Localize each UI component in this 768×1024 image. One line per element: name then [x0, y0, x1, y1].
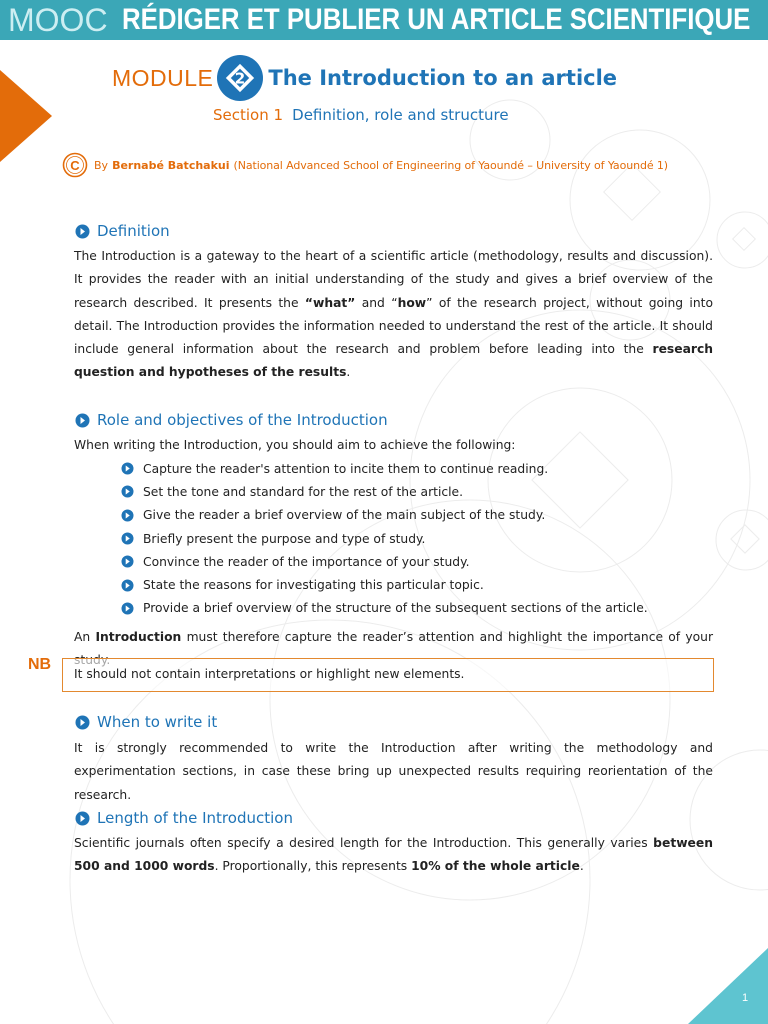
page-number: 1 — [742, 992, 749, 1004]
role-heading — [75, 411, 388, 429]
list-item — [121, 527, 648, 550]
role-intro: When writing the Introduction, you should aim to achieve the following: — [74, 438, 516, 452]
list-item — [121, 457, 648, 480]
circle-chevron-icon — [75, 715, 90, 730]
circle-chevron-icon — [121, 462, 134, 475]
role-heading-text: Role and objectives of the Introduction — [97, 411, 388, 429]
section-label: Section 1 — [213, 106, 284, 124]
role-summary-pre: An — [74, 630, 96, 644]
circle-chevron-icon — [121, 602, 134, 615]
orange-arrow-icon — [0, 70, 52, 162]
author-by: By — [94, 158, 109, 172]
definition-and: and “ — [355, 295, 398, 310]
definition-period: . — [346, 365, 351, 380]
definition-bold-end: research question and hypotheses of the results — [74, 342, 713, 380]
circle-chevron-icon — [121, 555, 134, 568]
definition-heading-text: Definition — [97, 222, 170, 240]
definition-what: “what” — [304, 295, 356, 310]
length-bold-1: between 500 and 1000 words — [74, 836, 713, 874]
list-item-text: Set the tone and standard for the rest of the article. — [143, 484, 464, 499]
length-heading — [75, 809, 293, 827]
list-item-text: Capture the reader's attention to incite them to continue reading. — [143, 461, 549, 476]
nb-box — [62, 658, 714, 692]
length-paragraph — [74, 832, 713, 879]
list-item — [121, 550, 648, 573]
definition-text-2: ” of the research project, without going into detail. The Introduction provides the information needed to understand the rest of the article. It should include general information about the research and problem before leading into the — [74, 295, 713, 357]
length-pre: Scientific journals often specify a desired length for the Introduction. This generally varies — [74, 836, 654, 850]
nb-text: It should not contain interpretations or highlight new elements. — [74, 667, 465, 681]
circle-chevron-icon — [75, 224, 90, 239]
when-heading — [75, 713, 217, 731]
circle-chevron-icon — [121, 485, 134, 498]
length-heading-text: Length of the Introduction — [97, 809, 293, 827]
list-item — [121, 480, 648, 503]
definition-paragraph — [74, 245, 713, 385]
list-item-text: State the reasons for investigating this particular topic. — [143, 578, 484, 593]
length-mid: . Proportionally, this represents — [214, 859, 412, 874]
role-summary-post: must therefore capture the reader’s attention and highlight the importance of your — [186, 630, 713, 644]
length-end: . — [579, 859, 584, 874]
circle-chevron-icon — [121, 532, 134, 545]
banner-mooc: MOOC — [8, 1, 108, 38]
module-number: 2 — [235, 69, 246, 88]
svg-text:C: C — [70, 158, 80, 173]
module-header — [112, 55, 617, 101]
when-heading-text: When to write it — [97, 713, 218, 731]
list-item — [121, 573, 648, 596]
copyright-icon — [62, 152, 88, 178]
module-title: The Introduction to an article — [268, 66, 618, 90]
banner-title: RÉDIGER ET PUBLIER UN ARTICLE SCIENTIFIQUE — [121, 3, 750, 36]
role-summary-bold: Introduction — [95, 630, 182, 644]
section-title: Definition, role and structure — [292, 106, 509, 124]
definition-text-1: The Introduction is a gateway to the heart of a scientific article (methodology, results and discussion). It provides the reader with an initial understanding of the study and gives a brief overview of the research described. It presents the — [74, 249, 713, 310]
circle-chevron-icon — [75, 811, 90, 826]
list-item — [121, 597, 648, 620]
author-affiliation: (National Advanced School of Engineering of Yaoundé – University of Yaoundé 1) — [233, 158, 668, 172]
corner-triangle-icon — [688, 948, 768, 1024]
definition-heading — [75, 222, 170, 240]
list-item — [121, 504, 648, 527]
module-badge-icon — [216, 54, 264, 102]
circle-chevron-icon — [121, 509, 134, 522]
length-bold-2: 10% of the whole article — [411, 859, 580, 874]
module-label: MODULE — [112, 64, 214, 91]
circle-chevron-icon — [75, 413, 90, 428]
course-banner — [0, 0, 768, 40]
list-item-text: Give the reader a brief overview of the main subject of the study. — [143, 508, 546, 523]
list-item-text: Convince the reader of the importance of your study. — [143, 554, 470, 569]
author-line — [62, 152, 668, 178]
list-item-text: Briefly present the purpose and type of study. — [143, 531, 426, 546]
definition-how: how — [397, 295, 427, 310]
circle-chevron-icon — [121, 579, 134, 592]
role-list — [121, 457, 648, 620]
nb-label: NB — [28, 656, 52, 673]
when-paragraph: It is strongly recommended to write the Introduction after writing the methodology and experimentation sections, in case these bring up unexpected results requiring reorientation of the research. — [74, 741, 713, 802]
section-header — [213, 105, 509, 124]
list-item-text: Provide a brief overview of the structure of the subsequent sections of the article. — [143, 601, 648, 616]
author-name: Bernabé Batchakui — [112, 158, 230, 172]
